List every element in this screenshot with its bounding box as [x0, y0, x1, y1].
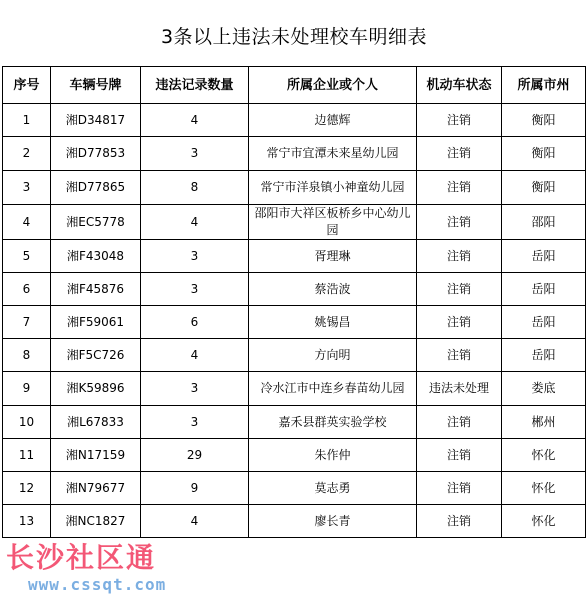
cell-plate: 湘F5C726 — [51, 339, 141, 372]
cell-vehicle-status: 注销 — [417, 439, 502, 472]
cell-plate: 湘D77865 — [51, 171, 141, 205]
cell-city: 怀化 — [502, 505, 586, 538]
cell-city: 邵阳 — [502, 205, 586, 240]
cell-owner: 朱作仲 — [249, 439, 417, 472]
cell-owner: 胥理琳 — [249, 240, 417, 273]
watermark-url: www.cssqt.com — [28, 575, 167, 594]
cell-plate: 湘F59061 — [51, 306, 141, 339]
cell-owner: 常宁市洋泉镇小神童幼儿园 — [249, 171, 417, 205]
cell-owner: 常宁市宜潭未来星幼儿园 — [249, 137, 417, 171]
cell-owner: 廖长青 — [249, 505, 417, 538]
cell-index: 8 — [3, 339, 51, 372]
cell-owner: 邵阳市大祥区板桥乡中心幼儿园 — [249, 205, 417, 240]
table-row — [3, 205, 586, 240]
cell-owner: 姚锡昌 — [249, 306, 417, 339]
cell-city: 衡阳 — [502, 137, 586, 171]
table-row — [3, 273, 586, 306]
cell-index: 9 — [3, 372, 51, 406]
cell-violation-count: 8 — [141, 171, 249, 205]
table-row — [3, 171, 586, 205]
cell-vehicle-status: 注销 — [417, 472, 502, 505]
cell-owner: 冷水江市中连乡春苗幼儿园 — [249, 372, 417, 406]
cell-violation-count: 4 — [141, 205, 249, 240]
cell-city: 娄底 — [502, 372, 586, 406]
cell-index: 10 — [3, 406, 51, 439]
header-plate: 车辆号牌 — [51, 67, 141, 104]
cell-city: 岳阳 — [502, 306, 586, 339]
cell-owner: 嘉禾县群英实验学校 — [249, 406, 417, 439]
violation-table — [2, 66, 586, 538]
cell-vehicle-status: 注销 — [417, 205, 502, 240]
table-row — [3, 505, 586, 538]
cell-vehicle-status: 注销 — [417, 406, 502, 439]
cell-index: 1 — [3, 104, 51, 137]
cell-index: 2 — [3, 137, 51, 171]
cell-index: 12 — [3, 472, 51, 505]
cell-vehicle-status: 违法未处理 — [417, 372, 502, 406]
cell-owner: 蔡浩波 — [249, 273, 417, 306]
cell-index: 11 — [3, 439, 51, 472]
cell-vehicle-status: 注销 — [417, 273, 502, 306]
cell-plate: 湘NC1827 — [51, 505, 141, 538]
cell-violation-count: 3 — [141, 406, 249, 439]
cell-plate: 湘F43048 — [51, 240, 141, 273]
cell-index: 7 — [3, 306, 51, 339]
cell-index: 3 — [3, 171, 51, 205]
page-title: 3条以上违法未处理校车明细表 — [160, 26, 428, 48]
cell-city: 岳阳 — [502, 240, 586, 273]
cell-violation-count: 9 — [141, 472, 249, 505]
table-row — [3, 104, 586, 137]
table-row — [3, 240, 586, 273]
cell-vehicle-status: 注销 — [417, 171, 502, 205]
cell-violation-count: 4 — [141, 339, 249, 372]
cell-vehicle-status: 注销 — [417, 104, 502, 137]
cell-vehicle-status: 注销 — [417, 240, 502, 273]
table-row — [3, 406, 586, 439]
cell-owner: 莫志勇 — [249, 472, 417, 505]
cell-plate: 湘N17159 — [51, 439, 141, 472]
table-row — [3, 372, 586, 406]
cell-plate: 湘EC5778 — [51, 205, 141, 240]
table-row — [3, 306, 586, 339]
cell-plate: 湘D77853 — [51, 137, 141, 171]
cell-plate: 湘F45876 — [51, 273, 141, 306]
cell-city: 衡阳 — [502, 104, 586, 137]
cell-violation-count: 4 — [141, 505, 249, 538]
cell-violation-count: 3 — [141, 273, 249, 306]
cell-index: 13 — [3, 505, 51, 538]
cell-plate: 湘N79677 — [51, 472, 141, 505]
cell-vehicle-status: 注销 — [417, 137, 502, 171]
table-row — [3, 339, 586, 372]
table-row — [3, 439, 586, 472]
cell-index: 6 — [3, 273, 51, 306]
header-city: 所属市州 — [502, 67, 586, 104]
header-index: 序号 — [3, 67, 51, 104]
cell-plate: 湘K59896 — [51, 372, 141, 406]
table-header-row — [3, 67, 586, 104]
cell-city: 岳阳 — [502, 273, 586, 306]
cell-violation-count: 29 — [141, 439, 249, 472]
cell-index: 5 — [3, 240, 51, 273]
cell-city: 岳阳 — [502, 339, 586, 372]
cell-owner: 边德辉 — [249, 104, 417, 137]
cell-plate: 湘L67833 — [51, 406, 141, 439]
cell-owner: 方向明 — [249, 339, 417, 372]
header-owner: 所属企业或个人 — [249, 67, 417, 104]
header-violation-count: 违法记录数量 — [141, 67, 249, 104]
cell-plate: 湘D34817 — [51, 104, 141, 137]
table-row — [3, 472, 586, 505]
cell-violation-count: 3 — [141, 372, 249, 406]
watermark-logo: 长沙社区通 — [6, 541, 157, 574]
cell-vehicle-status: 注销 — [417, 505, 502, 538]
table-row — [3, 137, 586, 171]
cell-vehicle-status: 注销 — [417, 306, 502, 339]
cell-city: 郴州 — [502, 406, 586, 439]
cell-vehicle-status: 注销 — [417, 339, 502, 372]
cell-violation-count: 3 — [141, 240, 249, 273]
cell-violation-count: 3 — [141, 137, 249, 171]
cell-violation-count: 6 — [141, 306, 249, 339]
cell-violation-count: 4 — [141, 104, 249, 137]
cell-city: 怀化 — [502, 472, 586, 505]
cell-index: 4 — [3, 205, 51, 240]
cell-city: 衡阳 — [502, 171, 586, 205]
header-vehicle-status: 机动车状态 — [417, 67, 502, 104]
cell-city: 怀化 — [502, 439, 586, 472]
